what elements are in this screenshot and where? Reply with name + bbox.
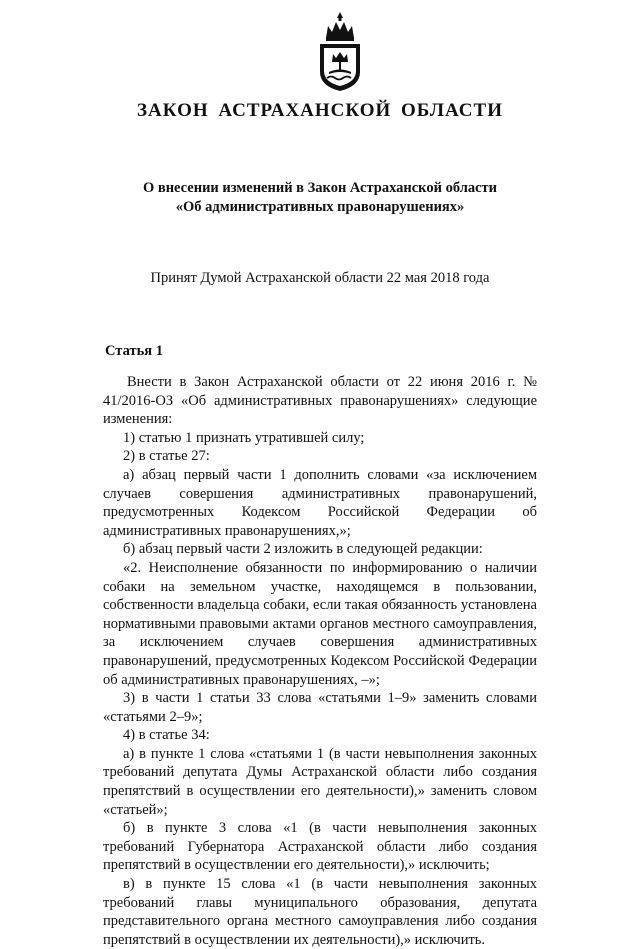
paragraph: а) в пункте 1 слова «статьями 1 (в части невыполнения законных требований депутата Думы Астраханской области либо создания препятствий в осуществлении его деятельности),» заменить словом «статьей»;: [103, 745, 537, 818]
paragraph: «2. Неисполнение обязанности по информированию о наличии собаки на земельном участке, находящемся в пользовании, собственности владельца собаки, если такая обязанность установлена нормативными правовыми актами органов местного самоуправления, за исключением случаев совершения административных правонарушений, предусмотренных Кодексом Российской Федерации об административных правонарушениях, –»;: [103, 559, 537, 688]
adoption-note: Принят Думой Астраханской области 22 мая 2018 года: [150, 270, 490, 286]
paragraph: в) в пункте 15 слова «1 (в части невыполнения законных требований главы муниципального образования, депутата представительного органа местного самоуправления либо создания препятствий в осуществлении их деятельности),» исключить.: [103, 876, 537, 948]
article-body: [103, 373, 537, 949]
paragraph: Внести в Закон Астраханской области от 22 июня 2016 г. № 41/2016-ОЗ «Об административных правонарушениях» следующие изменения:: [103, 374, 537, 428]
paragraph: 1) статью 1 признать утратившей силу;: [123, 429, 365, 446]
subtitle-line: О внесении изменений в Закон Астраханской области: [142, 180, 498, 196]
article-heading: Статья 1: [105, 343, 163, 359]
paragraph: 2) в статье 27:: [123, 448, 210, 465]
paragraph: 3) в части 1 статьи 33 слова «статьями 1–9» заменить словами «статьями 2–9»;: [103, 690, 537, 725]
astrakhan-coat-of-arms-icon: [316, 12, 364, 92]
paragraph: б) в пункте 3 слова «1 (в части невыполнения законных требований Губернатора Астраханской области либо создания препятствий в осуществлении его деятельности),» исключить;: [103, 820, 537, 874]
law-subtitle: [0, 179, 640, 217]
paragraph: а) абзац первый части 1 дополнить словами «за исключением случаев совершения административных правонарушений, предусмотренных Кодексом Российской Федерации об административных правонарушениях,»;: [103, 466, 537, 539]
paragraph: б) абзац первый части 2 изложить в следующей редакции:: [123, 541, 483, 558]
law-title: ЗАКОН АСТРАХАНСКОЙ ОБЛАСТИ: [137, 100, 503, 121]
paragraph: 4) в статье 34:: [123, 727, 210, 744]
subtitle-line: «Об административных правонарушениях»: [175, 199, 465, 215]
